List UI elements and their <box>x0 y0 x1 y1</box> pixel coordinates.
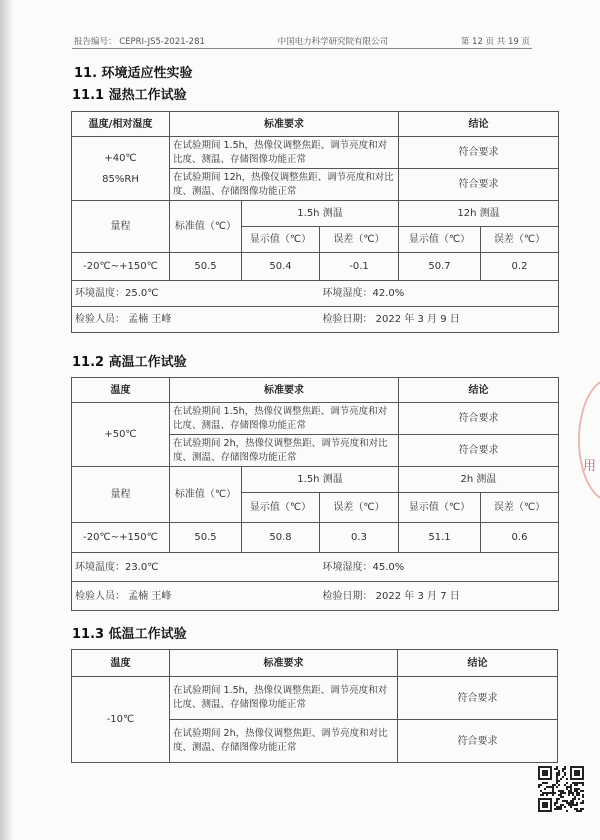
header-divider <box>72 48 532 49</box>
condition-temp: +40℃ <box>104 152 137 164</box>
qr-code-icon <box>538 766 584 812</box>
subsection-title-3: 11.3 低温工作试验 <box>72 627 187 642</box>
display-value-label-2: 显示值（℃） <box>399 493 481 523</box>
condition-temp: -10℃ <box>72 677 170 763</box>
report-number: 报告编号： CEPRI-JS5-2021-281 <box>74 37 205 47</box>
environment-humidity: 环境湿度：42.0% <box>320 281 559 307</box>
col-header-condition: 温度/相对湿度 <box>72 112 170 137</box>
condition-cell <box>72 137 170 201</box>
subsection-title-2: 11.2 高温工作试验 <box>72 355 187 370</box>
group-label-2: 2h 测温 <box>399 467 559 493</box>
subsection-title-1: 11.1 湿热工作试验 <box>72 88 187 103</box>
error-label-1: 误差（℃） <box>320 227 399 253</box>
col-header-result: 结论 <box>398 650 558 677</box>
result-1: 符合要求 <box>399 403 559 435</box>
display-value-1: 50.4 <box>242 253 320 281</box>
result-2: 符合要求 <box>398 720 558 763</box>
page-header <box>74 35 530 47</box>
inspection-date: 检验日期： 2022 年 3 月 9 日 <box>320 307 559 333</box>
result-2: 符合要求 <box>399 169 559 201</box>
result-1: 符合要求 <box>399 137 559 169</box>
display-value-2: 50.7 <box>399 253 481 281</box>
requirement-1: 在试验期间 1.5h，热像仪调整焦距、调节亮度和对比度、测温、存储图像功能正常 <box>170 137 399 169</box>
result-1: 符合要求 <box>398 677 558 720</box>
environment-temperature: 环境温度：23.0℃ <box>72 553 320 582</box>
col-header-condition: 温度 <box>72 650 170 677</box>
requirement-1: 在试验期间 1.5h，热像仪调整焦距、调节亮度和对比度、测温、存储图像功能正常 <box>170 403 399 435</box>
table-row <box>72 523 559 553</box>
standard-value-label: 标准值（℃） <box>170 467 242 523</box>
group-label-2: 12h 测温 <box>399 201 559 227</box>
group-label-1: 1.5h 测温 <box>242 467 399 493</box>
requirement-2: 在试验期间 12h，热像仪调整焦距、调节亮度和对比度、测温、存储图像功能正常 <box>170 169 399 201</box>
condition-rh: 85%RH <box>102 173 139 185</box>
error-label-2: 误差（℃） <box>481 227 559 253</box>
col-header-result: 结论 <box>399 112 559 137</box>
range-label: 量程 <box>72 201 170 253</box>
standard-value-label: 标准值（℃） <box>170 201 242 253</box>
page-number: 第 12 页 共 19 页 <box>460 37 530 47</box>
seal-stamp <box>578 378 600 502</box>
display-value-1: 50.8 <box>242 523 320 553</box>
error-value-1: 0.3 <box>320 523 399 553</box>
error-label-2: 误差（℃） <box>481 493 559 523</box>
display-value-label-2: 显示值（℃） <box>399 227 481 253</box>
high-temperature-table <box>71 377 559 611</box>
seal-stamp-text: 用 <box>583 459 597 474</box>
organization-name: 中国电力科学研究院有限公司 <box>277 37 389 47</box>
inspectors: 检验人员： 孟楠 王峰 <box>72 582 320 611</box>
range-value: -20℃~+150℃ <box>72 253 170 281</box>
environment-humidity: 环境湿度：45.0% <box>320 553 559 582</box>
inspectors: 检验人员： 孟楠 王峰 <box>72 307 320 333</box>
error-value-2: 0.2 <box>481 253 559 281</box>
standard-value: 50.5 <box>170 253 242 281</box>
error-value-1: -0.1 <box>320 253 399 281</box>
environment-temperature: 环境温度：25.0℃ <box>72 281 320 307</box>
group-label-1: 1.5h 测温 <box>242 201 399 227</box>
error-label-1: 误差（℃） <box>320 493 399 523</box>
col-header-requirement: 标准要求 <box>170 112 399 137</box>
low-temperature-table <box>71 649 558 763</box>
requirement-1: 在试验期间 1.5h，热像仪调整焦距、调节亮度和对比度、测温、存储图像功能正常 <box>170 677 398 720</box>
condition-temp: +50℃ <box>72 403 170 467</box>
col-header-condition: 温度 <box>72 378 170 403</box>
display-value-2: 51.1 <box>399 523 481 553</box>
requirement-2: 在试验期间 2h，热像仪调整焦距、调节亮度和对比度、测温、存储图像功能正常 <box>170 435 399 467</box>
result-2: 符合要求 <box>399 435 559 467</box>
inspection-date: 检验日期： 2022 年 3 月 7 日 <box>320 582 559 611</box>
display-value-label-1: 显示值（℃） <box>242 493 320 523</box>
requirement-2: 在试验期间 2h，热像仪调整焦距、调节亮度和对比度、测温、存储图像功能正常 <box>170 720 398 763</box>
range-value: -20℃~+150℃ <box>72 523 170 553</box>
range-label: 量程 <box>72 467 170 523</box>
error-value-2: 0.6 <box>481 523 559 553</box>
col-header-requirement: 标准要求 <box>170 378 399 403</box>
display-value-label-1: 显示值（℃） <box>242 227 320 253</box>
standard-value: 50.5 <box>170 523 242 553</box>
col-header-requirement: 标准要求 <box>170 650 398 677</box>
table-row <box>72 253 559 281</box>
section-title: 11. 环境适应性实验 <box>74 66 193 81</box>
page-spine-shadow <box>0 0 14 840</box>
damp-heat-table <box>71 111 559 333</box>
col-header-result: 结论 <box>399 378 559 403</box>
